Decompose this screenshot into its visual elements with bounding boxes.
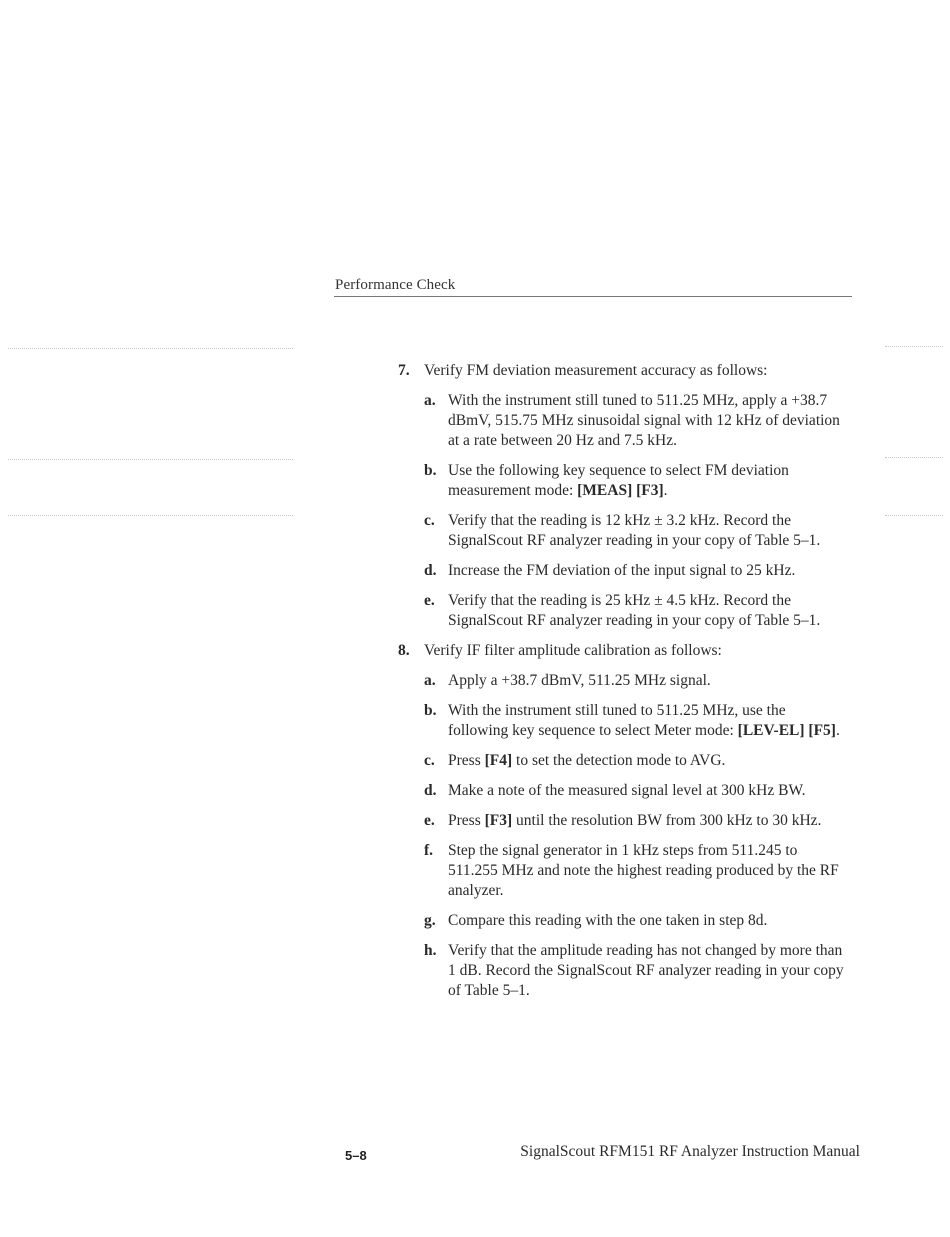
substep-letter: g. — [424, 912, 436, 929]
substep-8d — [424, 781, 848, 801]
substep-text: Verify that the amplitude reading has not changed by more than 1 dB. Record the SignalScout RF analyzer reading in your copy of Table 5–1. — [448, 942, 844, 999]
substep-7d — [424, 561, 848, 581]
margin-rule — [8, 515, 293, 516]
substep-letter: f. — [424, 842, 434, 859]
key-sequence: [LEV-EL] [F5] — [737, 722, 836, 739]
procedure-body — [398, 361, 848, 1011]
substep-8b — [424, 701, 848, 741]
substep-letter: a. — [424, 672, 436, 689]
margin-rule — [885, 515, 943, 516]
substep-letter: c. — [424, 752, 435, 769]
substep-8h — [424, 941, 848, 1001]
substep-letter: d. — [424, 782, 437, 799]
substep-text: Verify that the reading is 12 kHz ± 3.2 kHz. Record the SignalScout RF analyzer reading in your copy of Table 5–1. — [448, 512, 821, 549]
key-sequence: [F4] — [484, 752, 513, 769]
substep-8e — [424, 811, 848, 831]
substep-text-end: . — [835, 722, 840, 739]
substep-7c — [424, 511, 848, 551]
substep-letter: h. — [424, 942, 437, 959]
substep-letter: e. — [424, 812, 435, 829]
substep-text: Apply a +38.7 dBmV, 511.25 MHz signal. — [448, 672, 711, 689]
substep-7e — [424, 591, 848, 631]
substep-8f — [424, 841, 848, 901]
substep-7b — [424, 461, 848, 501]
step-number: 7. — [398, 362, 410, 379]
substep-text-end: . — [663, 482, 668, 499]
step-number: 8. — [398, 642, 410, 659]
margin-rule — [885, 457, 943, 458]
substep-letter: c. — [424, 512, 435, 529]
substep-letter: d. — [424, 562, 437, 579]
substep-8c — [424, 751, 848, 771]
substep-text: Use the following key sequence to select FM deviation measurement mode: — [448, 462, 789, 499]
substep-text: Make a note of the measured signal level at 300 kHz BW. — [448, 782, 806, 799]
procedure-step-7 — [398, 361, 848, 631]
substep-8a — [424, 671, 848, 691]
substep-letter: e. — [424, 592, 435, 609]
substep-text-end: until the resolution BW from 300 kHz to 30 kHz. — [512, 812, 822, 829]
substep-text: Step the signal generator in 1 kHz steps from 511.245 to 511.255 MHz and note the highest reading produced by the RF analyzer. — [448, 842, 839, 899]
substep-7a — [424, 391, 848, 451]
margin-rule — [885, 346, 943, 347]
header-title: Performance Check — [335, 277, 456, 293]
substep-text: Press — [448, 812, 485, 829]
substep-letter: b. — [424, 702, 437, 719]
manual-title: SignalScout RFM151 RF Analyzer Instruction Manual — [520, 1143, 860, 1160]
substep-text: With the instrument still tuned to 511.25 MHz, apply a +38.7 dBmV, 515.75 MHz sinusoidal signal with 12 kHz of deviation at a rate between 20 Hz and 7.5 kHz. — [448, 392, 840, 449]
substep-text-end: to set the detection mode to AVG. — [512, 752, 726, 769]
page-number: 5–8 — [345, 1148, 367, 1163]
margin-rule — [8, 459, 293, 460]
substep-text: Verify that the reading is 25 kHz ± 4.5 kHz. Record the SignalScout RF analyzer reading in your copy of Table 5–1. — [448, 592, 821, 629]
substep-text: Compare this reading with the one taken in step 8d. — [448, 912, 768, 929]
key-sequence: [MEAS] [F3] — [577, 482, 664, 499]
substep-letter: a. — [424, 392, 436, 409]
step-text: Verify IF filter amplitude calibration as follows: — [424, 642, 722, 659]
key-sequence: [F3] — [484, 812, 513, 829]
substep-text: With the instrument still tuned to 511.25 MHz, use the following key sequence to select Meter mode: — [448, 702, 786, 739]
procedure-step-8 — [398, 641, 848, 1001]
substep-text: Press — [448, 752, 485, 769]
margin-rule — [8, 348, 293, 349]
substep-8g — [424, 911, 848, 931]
step-text: Verify FM deviation measurement accuracy as follows: — [424, 362, 768, 379]
substep-letter: b. — [424, 462, 437, 479]
header-rule — [334, 296, 852, 297]
substep-text: Increase the FM deviation of the input signal to 25 kHz. — [448, 562, 796, 579]
